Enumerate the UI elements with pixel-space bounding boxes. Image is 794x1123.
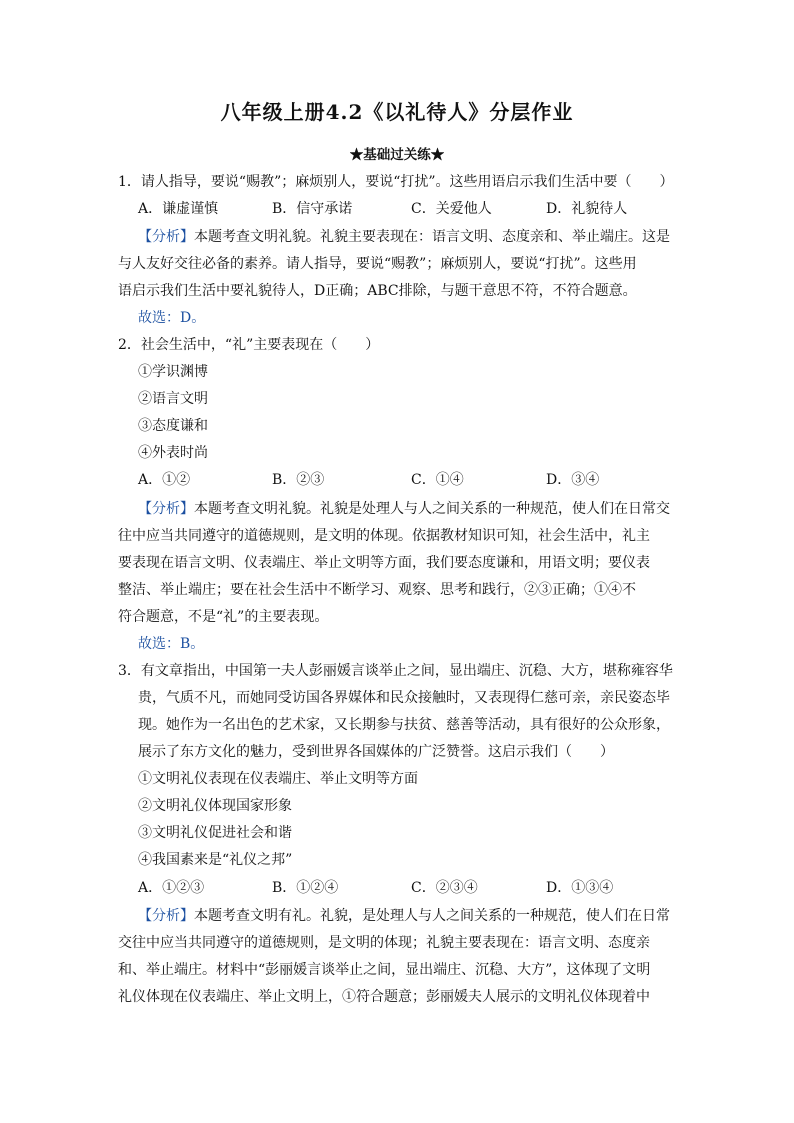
q2-analysis-line: 要表现在语言文明、仪表端庄、举止文明等方面，我们要态度谦和，用语文明；要仪表 [118, 555, 650, 571]
q1-option-d: D．礼貌待人 [546, 201, 628, 217]
q3-analysis-line: 【分析】本题考查文明有礼。礼貌，是处理人与人之间关系的一种规范，使人们在日常 [138, 908, 670, 924]
q3-stem-line: 展示了东方文化的魅力，受到世界各国媒体的广泛赞誉。这启示我们（ ） [138, 744, 614, 760]
q3-item: ①文明礼仪表现在仪表端庄、举止文明等方面 [138, 771, 418, 787]
q3-analysis-line: 交往中应当共同遵守的道德规则，是文明的体现；礼貌主要表现在：语言文明、态度亲 [118, 935, 650, 951]
q1-option-c: C．关爱他人 [411, 201, 492, 217]
q2-option-d: D．③④ [546, 472, 600, 488]
q2-item: ④外表时尚 [138, 445, 208, 461]
q2-analysis-line: 往中应当共同遵守的道德规则，是文明的体现。依据教材知识可知，社会生活中，礼主 [118, 528, 650, 544]
q2-option-c: C．①④ [411, 472, 464, 488]
q1-option-b: B．信守承诺 [272, 201, 353, 217]
q3-option-b: B．①②④ [272, 880, 339, 896]
q3-analysis-line: 礼仪体现在仪表端庄、举止文明上，①符合题意；彭丽媛夫人展示的文明礼仪体现着中 [118, 989, 650, 1005]
q2-item: ③态度谦和 [138, 418, 208, 434]
analysis-tag: 【分析】 [138, 229, 194, 245]
section-heading: ★基础过关练★ [349, 147, 445, 163]
q1-answer: 故选：D。 [138, 310, 206, 326]
q2-option-b: B．②③ [272, 472, 325, 488]
q2-analysis-line: 【分析】本题考查文明礼貌。礼貌是处理人与人之间关系的一种规范，使人们在日常交 [138, 501, 670, 517]
page-title: 八年级上册4.2《以礼待人》分层作业 [220, 100, 574, 124]
q2-option-a: A．①② [138, 472, 191, 488]
q3-analysis-line: 和、举止端庄。材料中“彭丽媛言谈举止之间，显出端庄、沉稳、大方”，这体现了文明 [118, 962, 651, 978]
q2-stem: 2．社会生活中，“礼”主要表现在（ ） [118, 337, 380, 353]
q2-item: ②语言文明 [138, 391, 208, 407]
q1-analysis-line: 语启示我们生活中要礼貌待人，D正确；ABC排除，与题干意思不符，不符合题意。 [118, 283, 637, 299]
q2-answer: 故选：B。 [138, 636, 205, 652]
q2-item: ①学识渊博 [138, 364, 208, 380]
analysis-tag: 【分析】 [138, 501, 194, 517]
q3-option-c: C．②③④ [411, 880, 478, 896]
q1-stem: 1．请人指导，要说“赐教”；麻烦别人，要说“打扰”。这些用语启示我们生活中要（ ） [118, 174, 674, 190]
q3-item: ③文明礼仪促进社会和谐 [138, 825, 292, 841]
q3-option-a: A．①②③ [138, 880, 205, 896]
q3-stem-line: 3．有文章指出，中国第一夫人彭丽媛言谈举止之间，显出端庄、沉稳、大方，堪称雍容华 [118, 663, 673, 679]
q3-stem-line: 现。她作为一名出色的艺术家，又长期参与扶贫、慈善等活动，具有很好的公众形象， [138, 717, 670, 733]
q1-analysis-line: 与人友好交往必备的素养。请人指导，要说“赐教”；麻烦别人，要说“打扰”。这些用 [118, 256, 637, 272]
q2-analysis-line: 符合题意，不是“礼”的主要表现。 [118, 609, 329, 625]
q1-analysis-line: 【分析】本题考查文明礼貌。礼貌主要表现在：语言文明、态度亲和、举止端庄。这是 [138, 229, 670, 245]
q1-option-a: A．谦虚谨慎 [138, 201, 219, 217]
q3-item: ②文明礼仪体现国家形象 [138, 798, 292, 814]
q3-item: ④我国素来是“礼仪之邦” [138, 852, 293, 868]
analysis-tag: 【分析】 [138, 908, 194, 924]
q2-analysis-line: 整洁、举止端庄；要在社会生活中不断学习、观察、思考和践行，②③正确；①④不 [118, 582, 636, 598]
q3-option-d: D．①③④ [546, 880, 614, 896]
q3-stem-line: 贵，气质不凡，而她同受访国各界媒体和民众接触时，又表现得仁慈可亲，亲民姿态毕 [138, 690, 670, 706]
